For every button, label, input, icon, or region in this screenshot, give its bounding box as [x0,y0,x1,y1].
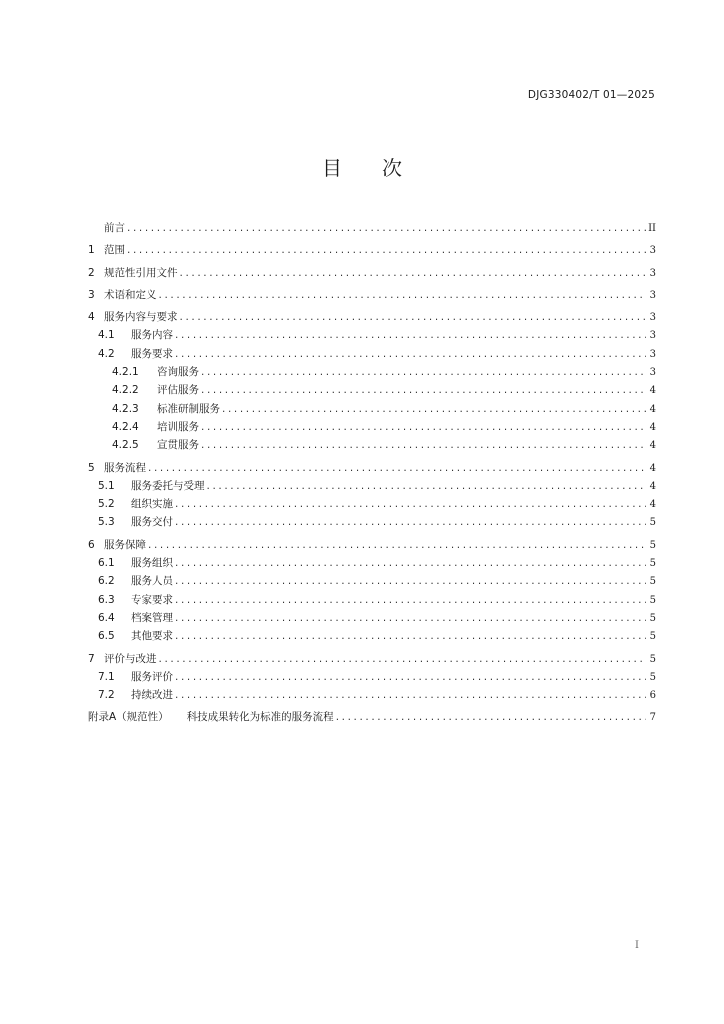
toc-entry-page: 3 [649,330,656,342]
toc-leader-dots [127,241,646,259]
toc-leader-dots [148,536,646,554]
toc-entry[interactable] [88,459,656,477]
page-title: 目次 [322,156,442,180]
toc-entry[interactable] [88,536,656,554]
toc-entry-label: 前言 [104,222,125,234]
toc-entry-page: 5 [649,576,656,588]
toc-leader-dots [175,609,646,627]
toc-entry-label: 范围 [104,244,125,257]
toc-entry[interactable] [88,495,656,513]
toc-entry-page: 3 [649,312,656,324]
toc-leader-dots [180,264,647,282]
toc-entry[interactable] [88,400,656,418]
toc-entry-page: 4 [649,421,656,433]
toc-entry[interactable] [88,477,656,495]
toc-leader-dots [175,686,646,704]
toc-entry[interactable] [88,326,656,344]
toc-entry[interactable] [88,436,656,454]
toc-entry-label: 培训服务 [157,420,199,433]
toc-entry-number: 2 [88,266,95,279]
toc-entry-label: 服务内容 [131,329,173,342]
toc-leader-dots [175,495,646,513]
toc-entry-number: 5.3 [98,516,115,529]
toc-entry[interactable] [88,554,656,572]
toc-entry-page: 4 [649,499,656,511]
toc-entry-number: 4.1 [98,329,115,342]
toc-entry-number: 6 [88,538,95,551]
toc-entry-page: II [648,223,656,234]
toc-entry[interactable] [88,591,656,609]
toc-entry-number: 7.2 [98,689,115,702]
toc-entry[interactable] [88,572,656,590]
toc-entry-number: 6.5 [98,630,115,643]
toc-entry-page: 5 [649,671,656,683]
toc-entry-label: 评估服务 [157,384,199,397]
toc-entry-number: 5.1 [98,479,115,492]
toc-entry-number: 6.1 [98,557,115,570]
toc-entry-number: 4.2.4 [112,420,139,433]
toc-entry-page: 3 [649,245,656,257]
toc-leader-dots [175,627,646,645]
toc-entry-page: 3 [649,348,656,360]
toc-entry-number: 4.2.5 [112,439,139,452]
toc-leader-dots [336,708,646,726]
toc-entry-page: 5 [649,631,656,643]
toc-entry-page: 4 [649,403,656,415]
toc-entry-number: 4.2.3 [112,402,139,415]
toc-entry[interactable] [88,418,656,436]
toc-entry-page: 4 [649,462,656,474]
toc-entry-number: 4 [88,311,95,324]
toc-entry-label: 咨询服务 [157,366,199,379]
toc-entry-page: 5 [649,539,656,551]
toc-entry-page: 4 [649,480,656,492]
toc-entry-page: 4 [649,385,656,397]
toc-entry[interactable] [88,650,656,668]
toc-entry[interactable] [88,627,656,645]
toc-entry-number: 6.2 [98,575,115,588]
toc-entry-page: 3 [649,267,656,279]
toc-leader-dots [175,326,646,344]
toc-leader-dots [175,668,646,686]
toc-entry-label: 服务要求 [131,347,173,360]
toc-entry-number: 1 [88,244,95,257]
toc-entry-label: 术语和定义 [104,288,157,301]
toc-entry-number: 6.4 [98,611,115,624]
toc-entry-label: 标准研制服务 [157,402,220,415]
toc-entry-number: 4.2.1 [112,366,139,379]
toc-entry-label: 组织实施 [131,498,173,511]
toc-leader-dots [175,554,646,572]
toc-entry-label: 其他要求 [131,630,173,643]
toc-entry-number: 5 [88,461,95,474]
toc-leader-dots [201,436,646,454]
toc-entry-number: 4.2.2 [112,384,139,397]
toc-entry-label: 规范性引用文件 [104,266,178,279]
toc-leader-dots [201,418,646,436]
toc-leader-dots [180,308,647,326]
toc-entry-page: 3 [649,289,656,301]
toc-leader-dots [201,381,646,399]
toc-entry-label: 服务内容与要求 [104,311,178,324]
table-of-contents [88,219,656,727]
toc-leader-dots [222,400,646,418]
toc-entry-page: 5 [649,558,656,570]
toc-leader-dots [201,363,646,381]
toc-entry-label: 专家要求 [131,593,173,606]
toc-entry[interactable] [88,241,656,259]
toc-entry[interactable] [88,286,656,304]
toc-leader-dots [127,219,646,237]
toc-entry-label: 档案管理 [131,611,173,624]
toc-entry[interactable] [88,708,656,726]
toc-entry-number: 附录A（规范性） [88,711,169,724]
toc-entry-page: 5 [649,594,656,606]
toc-entry[interactable] [88,686,656,704]
toc-entry-number: 4.2 [98,347,115,360]
toc-entry[interactable] [88,219,656,237]
toc-leader-dots [175,572,646,590]
toc-entry-number: 6.3 [98,593,115,606]
toc-entry-label: 服务流程 [104,461,146,474]
toc-entry-label: 服务组织 [131,557,173,570]
toc-entry-label: 服务评价 [131,670,173,683]
toc-entry-label: 持续改进 [131,689,173,702]
toc-leader-dots [207,477,647,495]
toc-entry-label: 服务保障 [104,538,146,551]
toc-entry[interactable] [88,264,656,282]
toc-entry-page: 7 [649,712,656,724]
document-code: DJG330402/T 01—2025 [527,89,655,101]
toc-entry-number: 5.2 [98,498,115,511]
toc-leader-dots [148,459,646,477]
toc-entry-page: 3 [649,367,656,379]
toc-leader-dots [175,513,646,531]
toc-entry-label: 服务委托与受理 [131,479,205,492]
toc-entry-number: 3 [88,288,95,301]
toc-entry-label: 评价与改进 [104,652,157,665]
toc-entry[interactable] [88,381,656,399]
toc-entry-page: 4 [649,440,656,452]
toc-entry[interactable] [88,513,656,531]
toc-entry-page: 5 [649,653,656,665]
toc-entry-label: 宣贯服务 [157,439,199,452]
toc-entry[interactable] [88,363,656,381]
toc-leader-dots [159,286,647,304]
toc-leader-dots [159,650,647,668]
toc-entry-label: 科技成果转化为标准的服务流程 [186,711,334,724]
toc-entry[interactable] [88,609,656,627]
toc-leader-dots [175,345,646,363]
toc-entry[interactable] [88,345,656,363]
toc-leader-dots [175,591,646,609]
toc-entry-number: 7 [88,652,95,665]
toc-entry-page: 5 [649,612,656,624]
toc-entry[interactable] [88,668,656,686]
toc-entry-page: 6 [649,690,656,702]
toc-entry-label: 服务人员 [131,575,173,588]
page-number: I [635,940,639,951]
toc-entry[interactable] [88,308,656,326]
toc-entry-label: 服务交付 [131,516,173,529]
toc-entry-number: 7.1 [98,670,115,683]
toc-entry-page: 5 [649,517,656,529]
